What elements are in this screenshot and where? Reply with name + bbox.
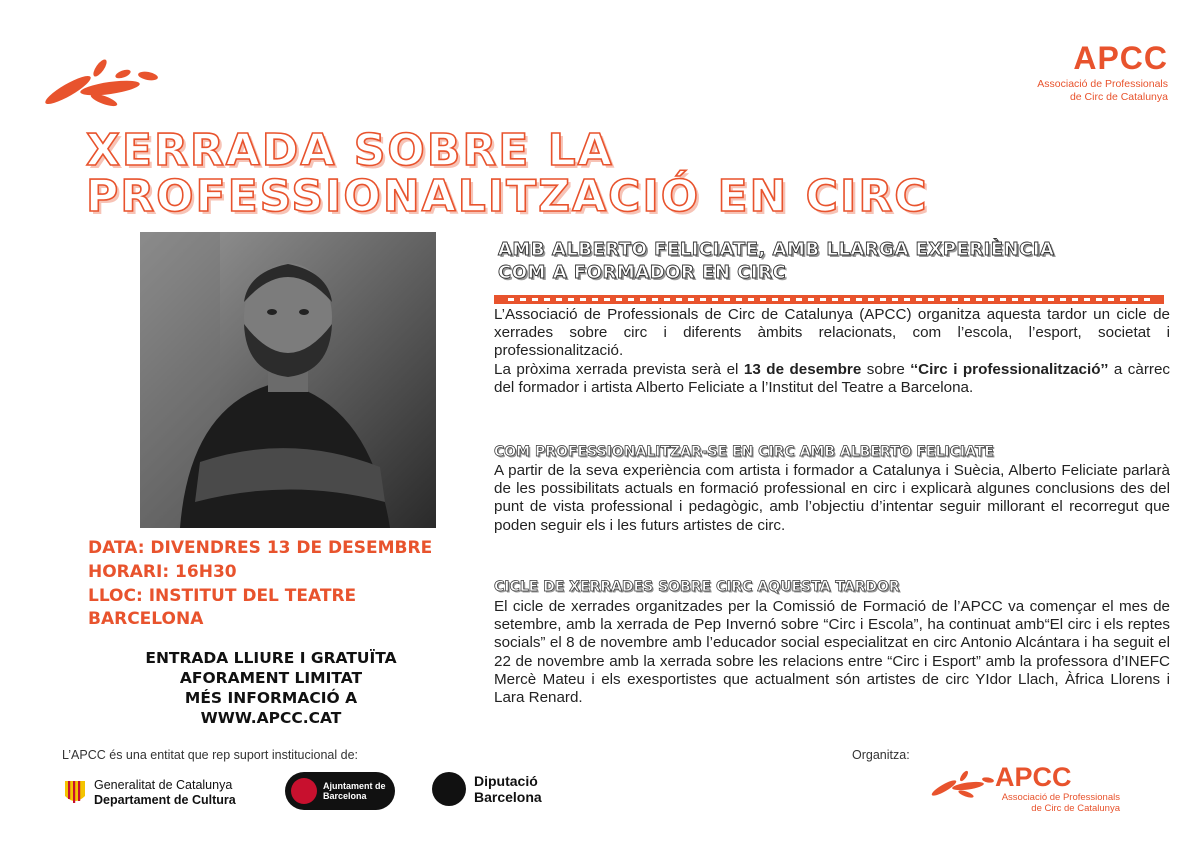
apcc-logo-bottom bbox=[930, 758, 1140, 818]
stripe-dash bbox=[1108, 298, 1114, 301]
brand-sub-bottom-line2: de Circ de Catalunya bbox=[1031, 803, 1120, 815]
brand-name-bottom: APCC bbox=[995, 762, 1072, 792]
brand-subtitle bbox=[1037, 78, 1168, 104]
generalitat-logo bbox=[64, 778, 236, 808]
fan-logo-graphic bbox=[38, 38, 168, 108]
diputacio-line2: Barcelona bbox=[474, 789, 542, 805]
stripe-dash bbox=[628, 298, 634, 301]
ajuntament-line1: Ajuntament de bbox=[323, 780, 386, 791]
stripe-dash bbox=[520, 298, 526, 301]
stripe-dash bbox=[856, 298, 862, 301]
title-line1: XERRADA SOBRE LA bbox=[86, 125, 614, 176]
stripe-dash bbox=[664, 298, 670, 301]
stripe-dash bbox=[940, 298, 946, 301]
brand-name: APCC bbox=[1073, 40, 1168, 76]
stripe-dash bbox=[964, 298, 970, 301]
stripe-dash bbox=[712, 298, 718, 301]
speaker-subtitle bbox=[498, 238, 1158, 285]
stripe-dash bbox=[592, 298, 598, 301]
entry-line1: ENTRADA LLIURE I GRATUÏTA bbox=[145, 649, 397, 667]
brand-subtitle-bottom bbox=[990, 792, 1120, 815]
stripe-dash bbox=[832, 298, 838, 301]
event-details bbox=[88, 538, 432, 633]
orange-divider-stripe bbox=[494, 295, 1164, 304]
section1-text: A partir de la seva experiència com artista i formador a Catalunya i Suècia, Alberto Feliciate parlarà de les possibilitats actuals en formació professional en circ i explicarà algunes conclusions des del punt de vista professional i pedagògic, amb l’objectiu d’intentar seguir millorant el recorregut que poden seguir els i les futurs artistes de circ. bbox=[494, 462, 1170, 534]
intro-text-2a: La pròxima xerrada prevista serà el bbox=[494, 360, 744, 378]
stripe-dash bbox=[580, 298, 586, 301]
stripe-dash bbox=[1072, 298, 1078, 301]
stripe-dash bbox=[904, 298, 910, 301]
diputacio-logo bbox=[432, 772, 542, 806]
event-location bbox=[88, 586, 432, 632]
stripe-dash bbox=[724, 298, 730, 301]
event-time: HORARI: 16H30 bbox=[88, 561, 237, 582]
stripe-dash bbox=[880, 298, 886, 301]
stripe-dash bbox=[652, 298, 658, 301]
page-title bbox=[86, 125, 1146, 223]
organitza-label: Organitza: bbox=[852, 748, 910, 762]
section1-heading: COM PROFESSIONALITZAR-SE EN CIRC AMB ALBERTO FELICIATE bbox=[494, 444, 994, 460]
stripe-dash bbox=[736, 298, 742, 301]
stripe-dash bbox=[1096, 298, 1102, 301]
stripe-dash bbox=[616, 298, 622, 301]
title-line2: PROFESSIONALITZACIÓ EN CIRC bbox=[86, 171, 929, 223]
stripe-dash bbox=[1012, 298, 1018, 301]
event-location-line1: LLOC: INSTITUT DEL TEATRE bbox=[88, 585, 357, 606]
ajuntament-line2: Barcelona bbox=[323, 791, 367, 801]
stripe-dash bbox=[1084, 298, 1090, 301]
stripe-dash bbox=[640, 298, 646, 301]
apcc-logo-top bbox=[1037, 42, 1168, 104]
ajuntament-logo bbox=[285, 772, 395, 810]
intro-text-2b: sobre bbox=[861, 360, 911, 378]
stripe-dash bbox=[952, 298, 958, 301]
stripe-dash bbox=[988, 298, 994, 301]
support-text: L’APCC és una entitat que rep suport institucional de: bbox=[62, 748, 359, 762]
stripe-dash bbox=[748, 298, 754, 301]
stripe-dash bbox=[808, 298, 814, 301]
stripe-dash bbox=[796, 298, 802, 301]
stripe-dash bbox=[568, 298, 574, 301]
subtitle-line1: AMB ALBERTO FELICIATE, AMB LLARGA EXPERIÈNCIA bbox=[498, 239, 1055, 260]
brand-sub-bottom-line1: Associació de Professionals bbox=[1001, 792, 1120, 803]
stripe-dash bbox=[700, 298, 706, 301]
stripe-dash bbox=[676, 298, 682, 301]
ajuntament-shield-icon bbox=[291, 778, 317, 804]
stripe-dash bbox=[844, 298, 850, 301]
entry-line3: MÉS INFORMACIÓ A bbox=[184, 689, 358, 708]
stripe-dash bbox=[916, 298, 922, 301]
intro-date: 13 de desembre bbox=[743, 360, 862, 378]
stripe-dash bbox=[892, 298, 898, 301]
catalan-flag-icon bbox=[64, 780, 86, 806]
intro-topic: ‘‘Circ i professionalització’’ bbox=[910, 360, 1109, 378]
stripe-dash bbox=[508, 298, 514, 301]
stripe-dash bbox=[688, 298, 694, 301]
speaker-portrait-image bbox=[140, 232, 436, 528]
speaker-photo bbox=[140, 232, 436, 528]
stripe-dash bbox=[532, 298, 538, 301]
stripe-dash bbox=[1060, 298, 1066, 301]
stripe-dash bbox=[760, 298, 766, 301]
brand-sub-line2: de Circ de Catalunya bbox=[1069, 91, 1168, 104]
stripe-dash bbox=[1132, 298, 1138, 301]
stripe-dash bbox=[1144, 298, 1150, 301]
section2-text: El cicle de xerrades organitzades per la Comissió de Formació de l’APCC va començar el mes de setembre, amb la xerrada de Pep Invernó sobre “Circ i Escola”, ha continuat amb“El circ i els reptes socials” el 8 de novembre amb l’educador social especialitzat en circ Antonio Alcántara i ha seguit el 22 de novembre amb la xerrada sobre les relacions entre “Circ i Esport” amb la professora d’INEFC Mercè Mateu i els exesportistes que actualment són artistes de circ YIdor Llach, Àfrica Llorens i Lara Renard. bbox=[494, 598, 1170, 707]
stripe-dash bbox=[772, 298, 778, 301]
stripe-dash bbox=[820, 298, 826, 301]
stripe-dash bbox=[1036, 298, 1042, 301]
generalitat-name: Generalitat de Catalunya bbox=[94, 778, 233, 792]
brand-sub-line1: Associació de Professionals bbox=[1037, 78, 1168, 90]
stripe-dash bbox=[1000, 298, 1006, 301]
event-location-line2: BARCELONA bbox=[88, 609, 204, 630]
stripe-dash bbox=[784, 298, 790, 301]
stripe-dash bbox=[928, 298, 934, 301]
stripe-dash bbox=[544, 298, 550, 301]
stripe-dash bbox=[1048, 298, 1054, 301]
section2-heading: CICLE DE XERRADES SOBRE CIRC AQUESTA TARDOR bbox=[494, 579, 900, 595]
stripe-dash bbox=[976, 298, 982, 301]
stripe-dash bbox=[1120, 298, 1126, 301]
intro-text-1: L’Associació de Professionals de Circ de Catalunya (APCC) organitza aquesta tardor un cicle de xerrades sobre circ i diferents àmbits relacionats, com l’escola, l’esport, societat i professionalització. bbox=[494, 306, 1170, 360]
stripe-dash bbox=[1024, 298, 1030, 301]
entry-info bbox=[96, 648, 446, 729]
entry-line2: AFORAMENT LIMITAT bbox=[179, 669, 363, 688]
department-name: Departament de Cultura bbox=[94, 793, 236, 807]
event-date: DATA: DIVENDRES 13 DE DESEMBRE bbox=[88, 538, 433, 558]
diputacio-line1: Diputació bbox=[474, 772, 538, 789]
intro-text-2c: a càrrec del formador i artista Alberto Feliciate a l’Institut del Teatre a Barcelona. bbox=[494, 360, 1170, 396]
stripe-dash bbox=[604, 298, 610, 301]
diputacio-shield-icon bbox=[432, 772, 466, 806]
stripe-dash bbox=[868, 298, 874, 301]
intro-paragraph bbox=[494, 306, 1170, 397]
stripe-dash bbox=[556, 298, 562, 301]
subtitle-line2: COM A FORMADOR EN CIRC bbox=[498, 262, 787, 284]
website-link[interactable]: WWW.APCC.CAT bbox=[200, 709, 342, 728]
